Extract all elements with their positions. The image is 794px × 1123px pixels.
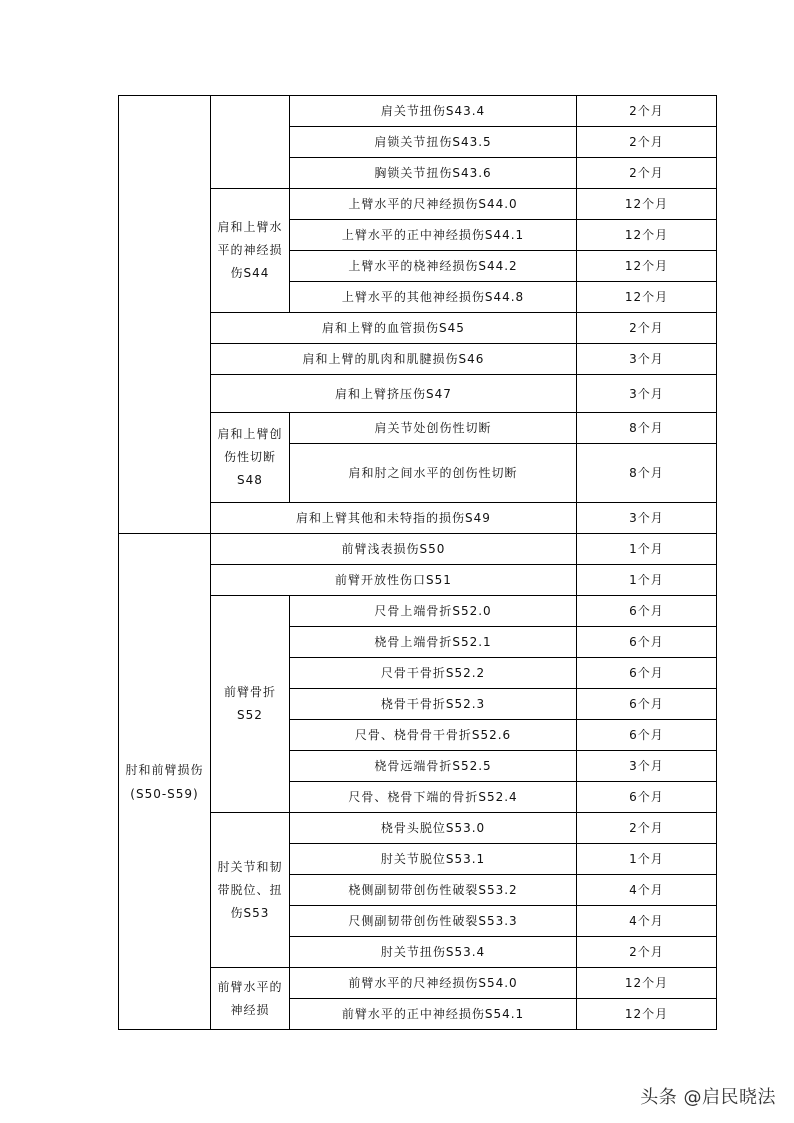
injury-cell: 上臂水平的尺神经损伤S44.0 (290, 189, 577, 220)
injury-cell: 肩锁关节扭伤S43.5 (290, 127, 577, 158)
period-cell: 6个月 (577, 782, 717, 813)
injury-cell: 上臂水平的桡神经损伤S44.2 (290, 251, 577, 282)
injury-cell: 前臂浅表损伤S50 (211, 534, 577, 565)
injury-cell: 肩和上臂的血管损伤S45 (211, 313, 577, 344)
period-cell: 2个月 (577, 96, 717, 127)
injury-cell: 桡骨上端骨折S52.1 (290, 627, 577, 658)
injury-cell: 桡侧副韧带创伤性破裂S53.2 (290, 875, 577, 906)
injury-cell: 肘关节扭伤S53.4 (290, 937, 577, 968)
subcategory-cell-s52: 前臂骨折S52 (211, 596, 290, 813)
period-cell: 8个月 (577, 413, 717, 444)
period-cell: 4个月 (577, 906, 717, 937)
injury-cell: 尺骨干骨折S52.2 (290, 658, 577, 689)
period-cell: 2个月 (577, 313, 717, 344)
period-cell: 12个月 (577, 220, 717, 251)
injury-cell: 尺骨、桡骨下端的骨折S52.4 (290, 782, 577, 813)
injury-cell: 肩和上臂挤压伤S47 (211, 375, 577, 413)
period-cell: 1个月 (577, 565, 717, 596)
table-row (119, 96, 717, 127)
injury-cell: 肩和肘之间水平的创伤性切断 (290, 444, 577, 503)
injury-cell: 前臂水平的尺神经损伤S54.0 (290, 968, 577, 999)
subcategory-cell-s44: 肩和上臂水平的神经损伤S44 (211, 189, 290, 313)
injury-cell: 胸锁关节扭伤S43.6 (290, 158, 577, 189)
injury-cell: 桡骨干骨折S52.3 (290, 689, 577, 720)
category-cell-elbow-forearm: 肘和前臂损伤(S50-S59) (119, 534, 211, 1030)
injury-cell: 肘关节脱位S53.1 (290, 844, 577, 875)
injury-cell: 肩关节扭伤S43.4 (290, 96, 577, 127)
period-cell: 3个月 (577, 503, 717, 534)
subcategory-cell-s53: 肘关节和韧带脱位、扭伤S53 (211, 813, 290, 968)
injury-cell: 肩和上臂的肌肉和肌腱损伤S46 (211, 344, 577, 375)
subcategory-cell-s43 (211, 96, 290, 189)
injury-cell: 肩关节处创伤性切断 (290, 413, 577, 444)
watermark-label: 头条 @启民晓法 (640, 1087, 776, 1108)
period-cell: 6个月 (577, 658, 717, 689)
injury-cell: 前臂水平的正中神经损伤S54.1 (290, 999, 577, 1030)
period-cell: 8个月 (577, 444, 717, 503)
period-cell: 12个月 (577, 968, 717, 999)
subcategory-cell-s54: 前臂水平的神经损 (211, 968, 290, 1030)
period-cell: 12个月 (577, 251, 717, 282)
injury-cell: 尺骨、桡骨骨干骨折S52.6 (290, 720, 577, 751)
injury-cell: 桡骨头脱位S53.0 (290, 813, 577, 844)
category-cell-shoulder (119, 96, 211, 534)
injury-period-table (118, 95, 717, 1030)
injury-cell: 肩和上臂其他和未特指的损伤S49 (211, 503, 577, 534)
period-cell: 4个月 (577, 875, 717, 906)
period-cell: 6个月 (577, 596, 717, 627)
period-cell: 3个月 (577, 375, 717, 413)
period-cell: 2个月 (577, 127, 717, 158)
period-cell: 2个月 (577, 937, 717, 968)
period-cell: 1个月 (577, 844, 717, 875)
injury-cell: 上臂水平的正中神经损伤S44.1 (290, 220, 577, 251)
table-row (119, 534, 717, 565)
period-cell: 1个月 (577, 534, 717, 565)
period-cell: 6个月 (577, 689, 717, 720)
period-cell: 12个月 (577, 282, 717, 313)
period-cell: 2个月 (577, 158, 717, 189)
injury-cell: 桡骨远端骨折S52.5 (290, 751, 577, 782)
injury-cell: 尺侧副韧带创伤性破裂S53.3 (290, 906, 577, 937)
period-cell: 3个月 (577, 751, 717, 782)
period-cell: 3个月 (577, 344, 717, 375)
period-cell: 12个月 (577, 999, 717, 1030)
period-cell: 12个月 (577, 189, 717, 220)
injury-cell: 尺骨上端骨折S52.0 (290, 596, 577, 627)
period-cell: 6个月 (577, 627, 717, 658)
injury-cell: 前臂开放性伤口S51 (211, 565, 577, 596)
injury-cell: 上臂水平的其他神经损伤S44.8 (290, 282, 577, 313)
period-cell: 2个月 (577, 813, 717, 844)
subcategory-cell-s48: 肩和上臂创伤性切断S48 (211, 413, 290, 503)
period-cell: 6个月 (577, 720, 717, 751)
